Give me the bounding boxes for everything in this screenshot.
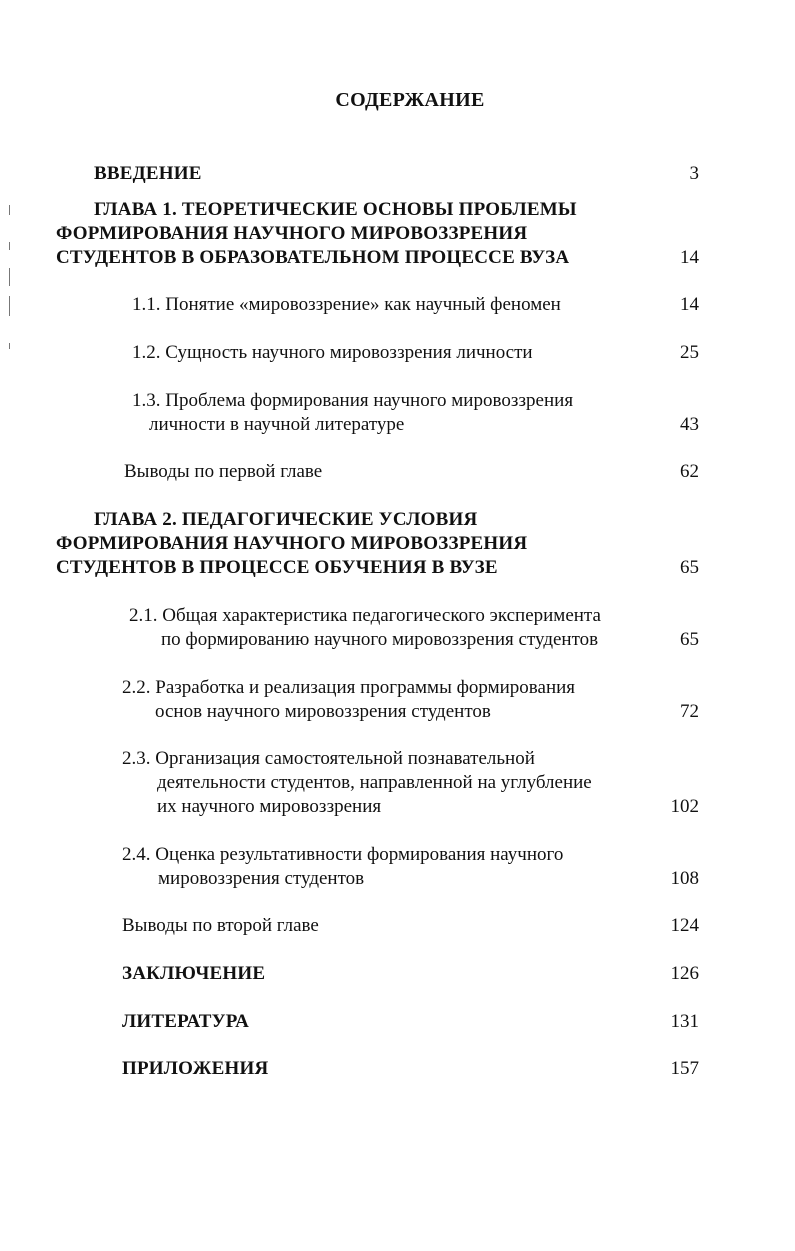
toc-section-1-1: 1.1. Понятие «мировоззрение» как научный феномен bbox=[132, 294, 561, 315]
toc-chapter2-conclusions: Выводы по второй главе bbox=[122, 915, 319, 936]
toc-chapter1-line2: ФОРМИРОВАНИЯ НАУЧНОГО МИРОВОЗЗРЕНИЯ bbox=[56, 223, 528, 244]
toc-entry-conclusion: ЗАКЛЮЧЕНИЕ bbox=[122, 963, 266, 984]
scan-edge-mark bbox=[9, 296, 10, 316]
toc-section-2-4-line1: 2.4. Оценка результативности формирования научного bbox=[122, 844, 564, 865]
scan-edge-mark bbox=[9, 205, 10, 215]
scan-edge-mark bbox=[9, 268, 10, 286]
toc-page-section-2-1: 65 bbox=[680, 629, 699, 650]
toc-page-section-1-2: 25 bbox=[680, 342, 699, 363]
scan-edge-mark bbox=[9, 343, 10, 349]
toc-page-appendices: 157 bbox=[670, 1058, 699, 1079]
toc-page-chapter1-conclusions: 62 bbox=[680, 461, 699, 482]
toc-chapter1-line1: ГЛАВА 1. ТЕОРЕТИЧЕСКИЕ ОСНОВЫ ПРОБЛЕМЫ bbox=[94, 199, 577, 220]
toc-page-chapter2: 65 bbox=[680, 557, 699, 578]
toc-chapter2-line2: ФОРМИРОВАНИЯ НАУЧНОГО МИРОВОЗЗРЕНИЯ bbox=[56, 533, 528, 554]
toc-section-2-3-line1: 2.3. Организация самостоятельной познавательной bbox=[122, 748, 535, 769]
toc-entry-appendices: ПРИЛОЖЕНИЯ bbox=[122, 1058, 269, 1079]
toc-page-chapter2-conclusions: 124 bbox=[670, 915, 699, 936]
page-title: СОДЕРЖАНИЕ bbox=[335, 89, 485, 111]
toc-section-2-1-line1: 2.1. Общая характеристика педагогического эксперимента bbox=[129, 605, 601, 626]
toc-page-introduction: 3 bbox=[689, 163, 699, 184]
toc-section-2-3-line2: деятельности студентов, направленной на углубление bbox=[157, 772, 592, 793]
toc-chapter2-line1: ГЛАВА 2. ПЕДАГОГИЧЕСКИЕ УСЛОВИЯ bbox=[94, 509, 478, 530]
toc-section-1-3-line2: личности в научной литературе bbox=[149, 414, 405, 435]
toc-page-section-2-3: 102 bbox=[670, 796, 699, 817]
scan-edge-mark bbox=[9, 242, 10, 250]
toc-chapter1-line3: СТУДЕНТОВ В ОБРАЗОВАТЕЛЬНОМ ПРОЦЕССЕ ВУЗА bbox=[56, 247, 570, 268]
toc-page-section-2-2: 72 bbox=[680, 701, 699, 722]
toc-entry-introduction: ВВЕДЕНИЕ bbox=[94, 163, 202, 184]
toc-page-literature: 131 bbox=[670, 1011, 699, 1032]
toc-section-1-3-line1: 1.3. Проблема формирования научного мировоззрения bbox=[132, 390, 574, 411]
toc-section-2-3-line3: их научного мировоззрения bbox=[157, 796, 382, 817]
toc-page-chapter1: 14 bbox=[680, 247, 699, 268]
toc-page-section-1-1: 14 bbox=[680, 294, 699, 315]
toc-page-conclusion: 126 bbox=[670, 963, 699, 984]
toc-section-2-2-line1: 2.2. Разработка и реализация программы формирования bbox=[122, 677, 576, 698]
toc-section-2-4-line2: мировоззрения студентов bbox=[158, 868, 365, 889]
toc-section-1-2: 1.2. Сущность научного мировоззрения личности bbox=[132, 342, 533, 363]
toc-section-2-2-line2: основ научного мировоззрения студентов bbox=[155, 701, 491, 722]
toc-chapter1-conclusions: Выводы по первой главе bbox=[124, 461, 323, 482]
toc-section-2-1-line2: по формированию научного мировоззрения студентов bbox=[161, 629, 599, 650]
toc-page-section-1-3: 43 bbox=[680, 414, 699, 435]
toc-chapter2-line3: СТУДЕНТОВ В ПРОЦЕССЕ ОБУЧЕНИЯ В ВУЗЕ bbox=[56, 557, 498, 578]
toc-entry-literature: ЛИТЕРАТУРА bbox=[122, 1011, 250, 1032]
toc-page-section-2-4: 108 bbox=[670, 868, 699, 889]
